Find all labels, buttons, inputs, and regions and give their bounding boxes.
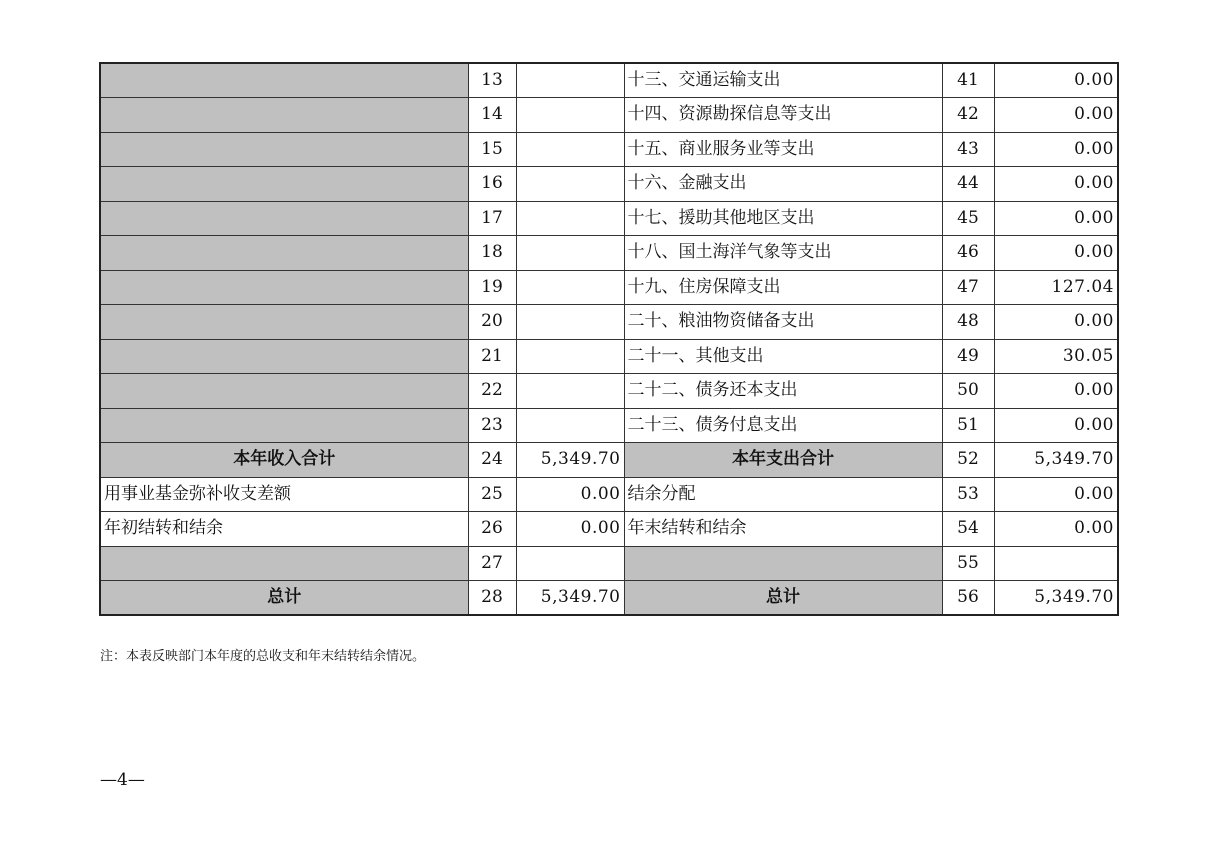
income-amount (516, 201, 624, 236)
expense-item-label: 十四、资源勘探信息等支出 (624, 98, 942, 133)
income-item-label (100, 270, 468, 305)
expense-item-label: 二十一、其他支出 (624, 339, 942, 374)
income-item-label (100, 98, 468, 133)
income-amount (516, 236, 624, 271)
income-line-number: 14 (468, 98, 516, 133)
income-line-number: 26 (468, 512, 516, 547)
expense-line-number: 46 (942, 236, 994, 271)
income-amount: 0.00 (516, 477, 624, 512)
income-amount (516, 98, 624, 133)
income-amount (516, 374, 624, 409)
income-line-number: 16 (468, 167, 516, 202)
expense-line-number: 41 (942, 63, 994, 98)
income-line-number: 17 (468, 201, 516, 236)
income-item-label: 总计 (100, 581, 468, 616)
expense-line-number: 43 (942, 132, 994, 167)
expense-line-number: 50 (942, 374, 994, 409)
table-row (100, 201, 1118, 236)
income-amount (516, 408, 624, 443)
expense-item-label: 十三、交通运输支出 (624, 63, 942, 98)
expense-amount: 5,349.70 (994, 443, 1118, 478)
income-item-label (100, 546, 468, 581)
income-item-label: 用事业基金弥补收支差额 (100, 477, 468, 512)
income-line-number: 15 (468, 132, 516, 167)
expense-amount: 0.00 (994, 167, 1118, 202)
budget-table (99, 62, 1119, 616)
expense-item-label: 十七、援助其他地区支出 (624, 201, 942, 236)
income-line-number: 23 (468, 408, 516, 443)
income-item-label (100, 167, 468, 202)
expense-line-number: 54 (942, 512, 994, 547)
expense-item-label: 二十二、债务还本支出 (624, 374, 942, 409)
income-line-number: 25 (468, 477, 516, 512)
expense-amount: 0.00 (994, 305, 1118, 340)
income-item-label (100, 408, 468, 443)
expense-item-label: 结余分配 (624, 477, 942, 512)
table-row (100, 305, 1118, 340)
income-line-number: 27 (468, 546, 516, 581)
income-item-label: 本年收入合计 (100, 443, 468, 478)
table-row (100, 477, 1118, 512)
expense-amount: 0.00 (994, 236, 1118, 271)
table-row (100, 63, 1118, 98)
expense-amount: 0.00 (994, 512, 1118, 547)
table-row (100, 236, 1118, 271)
expense-amount (994, 546, 1118, 581)
income-line-number: 13 (468, 63, 516, 98)
table-row (100, 581, 1118, 616)
income-amount (516, 305, 624, 340)
expense-item-label: 十八、国土海洋气象等支出 (624, 236, 942, 271)
expense-line-number: 53 (942, 477, 994, 512)
income-line-number: 19 (468, 270, 516, 305)
expense-line-number: 45 (942, 201, 994, 236)
expense-line-number: 44 (942, 167, 994, 202)
table-row (100, 408, 1118, 443)
expense-item-label: 年末结转和结余 (624, 512, 942, 547)
table-row (100, 443, 1118, 478)
income-line-number: 24 (468, 443, 516, 478)
table-row (100, 167, 1118, 202)
expense-item-label (624, 546, 942, 581)
income-amount (516, 132, 624, 167)
expense-amount: 127.04 (994, 270, 1118, 305)
table-row (100, 374, 1118, 409)
table-row (100, 512, 1118, 547)
table-body (100, 63, 1118, 615)
expense-line-number: 47 (942, 270, 994, 305)
expense-amount: 0.00 (994, 98, 1118, 133)
expense-line-number: 49 (942, 339, 994, 374)
expense-amount: 0.00 (994, 132, 1118, 167)
page-number: —4— (100, 770, 145, 790)
expense-line-number: 42 (942, 98, 994, 133)
expense-line-number: 48 (942, 305, 994, 340)
income-item-label (100, 132, 468, 167)
income-item-label: 年初结转和结余 (100, 512, 468, 547)
table-row (100, 132, 1118, 167)
expense-item-label: 十九、住房保障支出 (624, 270, 942, 305)
expense-item-label: 二十、粮油物资储备支出 (624, 305, 942, 340)
income-item-label (100, 63, 468, 98)
expense-item-label: 十六、金融支出 (624, 167, 942, 202)
expense-amount: 0.00 (994, 374, 1118, 409)
income-item-label (100, 305, 468, 340)
expense-item-label: 本年支出合计 (624, 443, 942, 478)
income-item-label (100, 374, 468, 409)
expense-amount: 30.05 (994, 339, 1118, 374)
expense-amount: 0.00 (994, 477, 1118, 512)
income-amount: 0.00 (516, 512, 624, 547)
expense-amount: 5,349.70 (994, 581, 1118, 616)
income-amount (516, 546, 624, 581)
income-item-label (100, 236, 468, 271)
table-row (100, 270, 1118, 305)
expense-item-label: 总计 (624, 581, 942, 616)
expense-amount: 0.00 (994, 201, 1118, 236)
expense-amount: 0.00 (994, 63, 1118, 98)
income-line-number: 28 (468, 581, 516, 616)
expense-amount: 0.00 (994, 408, 1118, 443)
income-item-label (100, 339, 468, 374)
income-amount (516, 270, 624, 305)
expense-item-label: 十五、商业服务业等支出 (624, 132, 942, 167)
income-amount (516, 167, 624, 202)
income-amount (516, 339, 624, 374)
table-row (100, 339, 1118, 374)
expense-line-number: 52 (942, 443, 994, 478)
expense-line-number: 51 (942, 408, 994, 443)
income-line-number: 18 (468, 236, 516, 271)
expense-line-number: 55 (942, 546, 994, 581)
income-item-label (100, 201, 468, 236)
income-amount: 5,349.70 (516, 581, 624, 616)
table-note: 注：本表反映部门本年度的总收支和年末结转结余情况。 (100, 649, 426, 664)
income-amount: 5,349.70 (516, 443, 624, 478)
expense-item-label: 二十三、债务付息支出 (624, 408, 942, 443)
income-line-number: 20 (468, 305, 516, 340)
income-line-number: 21 (468, 339, 516, 374)
income-line-number: 22 (468, 374, 516, 409)
expense-line-number: 56 (942, 581, 994, 616)
table-row (100, 98, 1118, 133)
table-row (100, 546, 1118, 581)
income-amount (516, 63, 624, 98)
